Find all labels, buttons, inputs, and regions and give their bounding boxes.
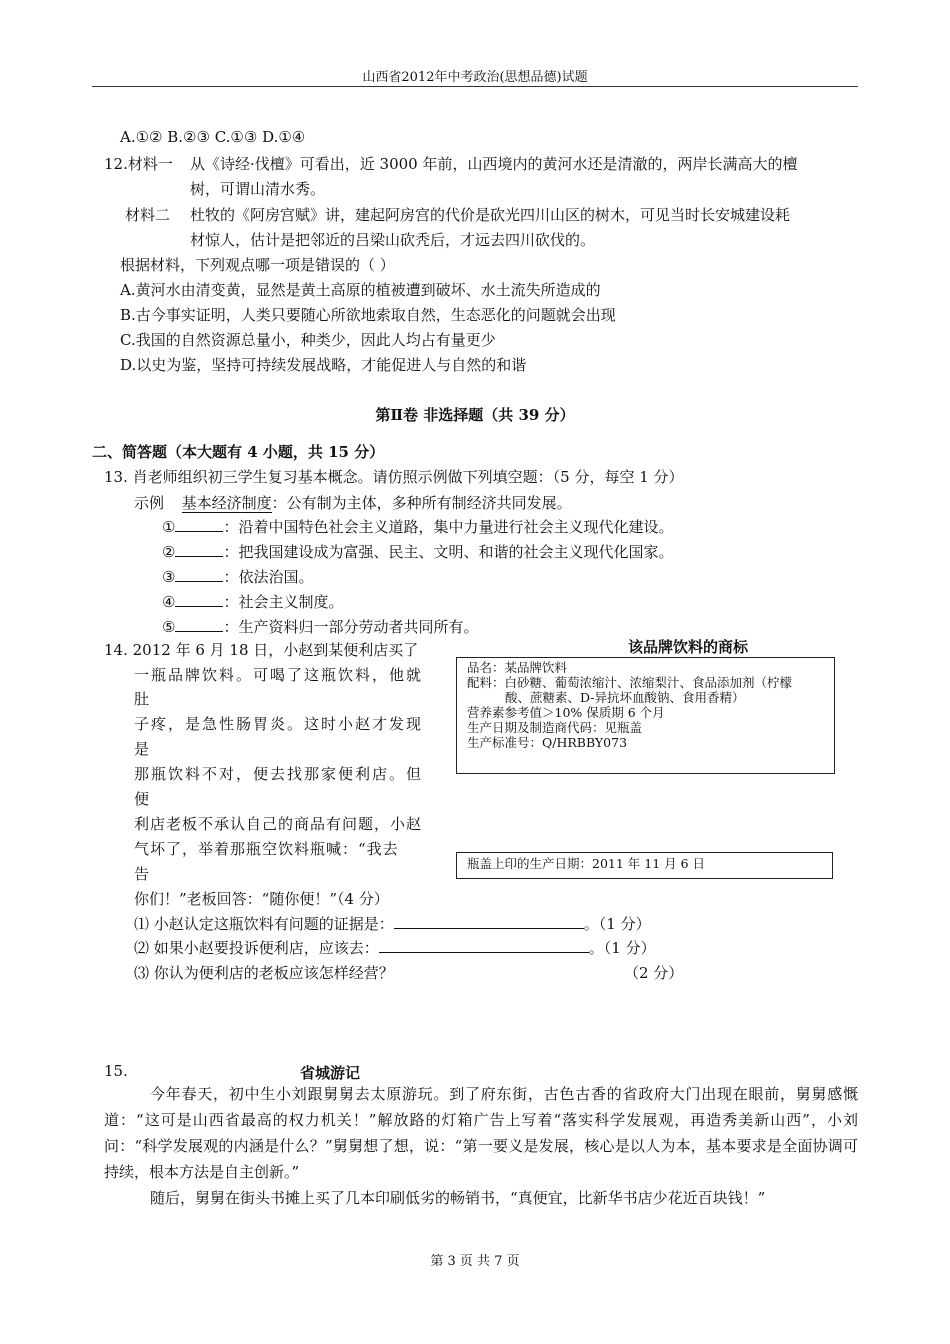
q13-example-label: 示例 (134, 494, 165, 512)
q14-sub2-score: 。（1 分） (588, 939, 656, 957)
q14-sub1-score: 。（1 分） (583, 915, 651, 933)
q13-blank-4[interactable] (175, 592, 223, 607)
q12-material2-line1: 杜牧的《阿房宫赋》讲，建起阿房宫的代价是砍光四川山区的树木，可见当时长安城建设耗 (190, 206, 791, 224)
q13-example-text: ：公有制为主体，多种所有制经济共同发展。 (271, 494, 572, 512)
q14-line: 告 (134, 865, 150, 883)
q14-line: 利店老板不承认自己的商品有问题，小赵 (134, 815, 423, 833)
q13-item-1 (162, 516, 673, 537)
q12-option-a: A.黄河水由清变黄，显然是黄土高原的植被遭到破坏、水土流失所造成的 (120, 281, 601, 299)
q12-question: 根据材料，下列观点哪一项是错误的（ ） (120, 256, 395, 274)
q15-number: 15. (104, 1062, 128, 1080)
q13-item-num: ① (162, 518, 176, 536)
label-line: 酸、蔗糖素、D-异抗坏血酸钠、食用香精） (505, 690, 745, 705)
q12-option-c: C.我国的自然资源总量小，种类少，因此人均占有量更少 (120, 331, 496, 349)
q13-item-text: ：依法治国。 (223, 568, 314, 586)
page-footer: 第 3 页 共 7 页 (430, 1254, 520, 1269)
label-title: 该品牌饮料的商标 (628, 638, 749, 656)
q13-stem: 13. 肖老师组织初三学生复习基本概念。请仿照示例做下列填空题：（5 分，每空 1 分） (104, 468, 684, 486)
q14-sub2-text: ⑵ 如果小赵要投诉便利店，应该去： (134, 939, 379, 957)
label-line: 生产标准号：Q/HRBBY073 (467, 735, 628, 750)
q14-line: 便 (134, 790, 150, 808)
q13-blank-2[interactable] (175, 542, 223, 557)
q12-option-d: D.以史为鉴，坚持可持续发展战略，才能促进人与自然的和谐 (120, 356, 527, 374)
q13-blank-3[interactable] (175, 567, 223, 582)
q14-sub1 (134, 913, 651, 934)
q14-line: 14. 2012 年 6 月 18 日，小赵到某便利店买了 (104, 641, 419, 659)
label-line: 生产日期及制造商代码：见瓶盖 (467, 720, 643, 735)
q14-sub2 (134, 937, 656, 958)
q12-material2-line2: 材惊人，估计是把邻近的吕梁山砍秃后，才远去四川砍伐的。 (190, 231, 596, 249)
q13-example (134, 492, 572, 513)
label-line: 品名：某品牌饮料 (467, 660, 568, 675)
q13-item-num: ② (162, 543, 176, 561)
part2-title: 第Ⅱ卷 非选择题（共 39 分） (375, 406, 575, 424)
q13-item-3 (162, 566, 313, 587)
q13-item-text: ：沿着中国特色社会主义道路，集中力量进行社会主义现代化建设。 (223, 518, 674, 536)
label-line: 配料：白砂糖、葡萄浓缩汁、浓缩梨汁、食品添加剂（柠檬 (467, 675, 793, 690)
q14-line: 一瓶品牌饮料。可喝了这瓶饮料，他就 (134, 666, 424, 684)
q14-line: 你们！”老板回答：“随你便！”（4 分） (134, 890, 389, 908)
q13-item-num: ⑤ (162, 618, 176, 636)
page-header: 山西省2012年中考政治(思想品德)试题 (362, 70, 588, 85)
q14-sub1-blank[interactable] (394, 914, 584, 929)
q13-item-2 (162, 541, 673, 562)
q14-sub2-blank[interactable] (379, 938, 589, 953)
q11-options: A.①② B.②③ C.①③ D.①④ (120, 128, 306, 146)
q12-material1-line1: 从《诗经·伐檀》可看出，近 3000 年前，山西境内的黄河水还是清澈的，两岸长满高大的檀 (190, 155, 798, 173)
bottle-cap-box (456, 852, 833, 879)
q13-item-num: ④ (162, 593, 176, 611)
q12-option-b: B.古今事实证明，人类只要随心所欲地索取自然，生态恶化的问题就会出现 (120, 306, 616, 324)
q14-sub3-score: （2 分） (624, 964, 684, 982)
q13-blank-1[interactable] (175, 517, 223, 532)
q13-item-4 (162, 591, 343, 612)
q14-line: 肚 (134, 690, 150, 708)
q13-item-text: ：社会主义制度。 (223, 593, 344, 611)
q12-material2-label: 材料二 (125, 206, 171, 224)
q12-material1-label: 12.材料一 (104, 155, 173, 173)
q12-material1-line2: 树，可谓山清水秀。 (190, 180, 326, 198)
header-rule (92, 86, 858, 87)
q14-line: 是 (134, 740, 150, 758)
q15-paragraph-1: 今年春天，初中生小刘跟舅舅去太原游玩。到了府东街，古色古香的省政府大门出现在眼前，舅舅感慨道：“这可是山西省最高的权力机关！”解放路的灯箱广告上写着“落实科学发展观，再造秀美新山西”，小刘问：“科学发展观的内涵是什么？”舅舅想了想，说：“第一要义是发展，核心是以人为本，基本要求是全面协调可持续，根本方法是自主创新。” (104, 1085, 858, 1181)
bottle-cap-date: 瓶盖上印的生产日期：2011 年 11 月 6 日 (467, 856, 706, 871)
q14-line: 气坏了，举着那瓶空饮料瓶喊：“我去 (134, 840, 399, 858)
q14-sub3: ⑶ 你认为便利店的老板应该怎样经营？ (134, 964, 394, 982)
q15-paragraph-2: 随后，舅舅在街头书摊上买了几本印刷低劣的畅销书，“真便宜，比新华书店少花近百块钱！” (150, 1189, 766, 1207)
q13-item-text: ：把我国建设成为富强、民主、文明、和谐的社会主义现代化国家。 (223, 543, 674, 561)
product-label-box (456, 657, 835, 774)
q13-blank-5[interactable] (175, 617, 223, 632)
q14-line: 子疼，是急性肠胃炎。这时小赵才发现 (134, 715, 424, 733)
q13-example-term: 基本经济制度 (181, 494, 272, 512)
q13-item-text: ：生产资料归一部分劳动者共同所有。 (223, 618, 479, 636)
q13-item-5 (162, 616, 478, 637)
label-line: 营养素参考值＞10% 保质期 6 个月 (467, 705, 665, 720)
q13-item-num: ③ (162, 568, 176, 586)
q14-line: 那瓶饮料不对，便去找那家便利店。但 (134, 765, 424, 783)
q15-title: 省城游记 (300, 1064, 361, 1082)
q14-sub1-text: ⑴ 小赵认定这瓶饮料有问题的证据是： (134, 915, 394, 933)
section2-title: 二、简答题（本大题有 4 小题，共 15 分） (92, 443, 385, 461)
